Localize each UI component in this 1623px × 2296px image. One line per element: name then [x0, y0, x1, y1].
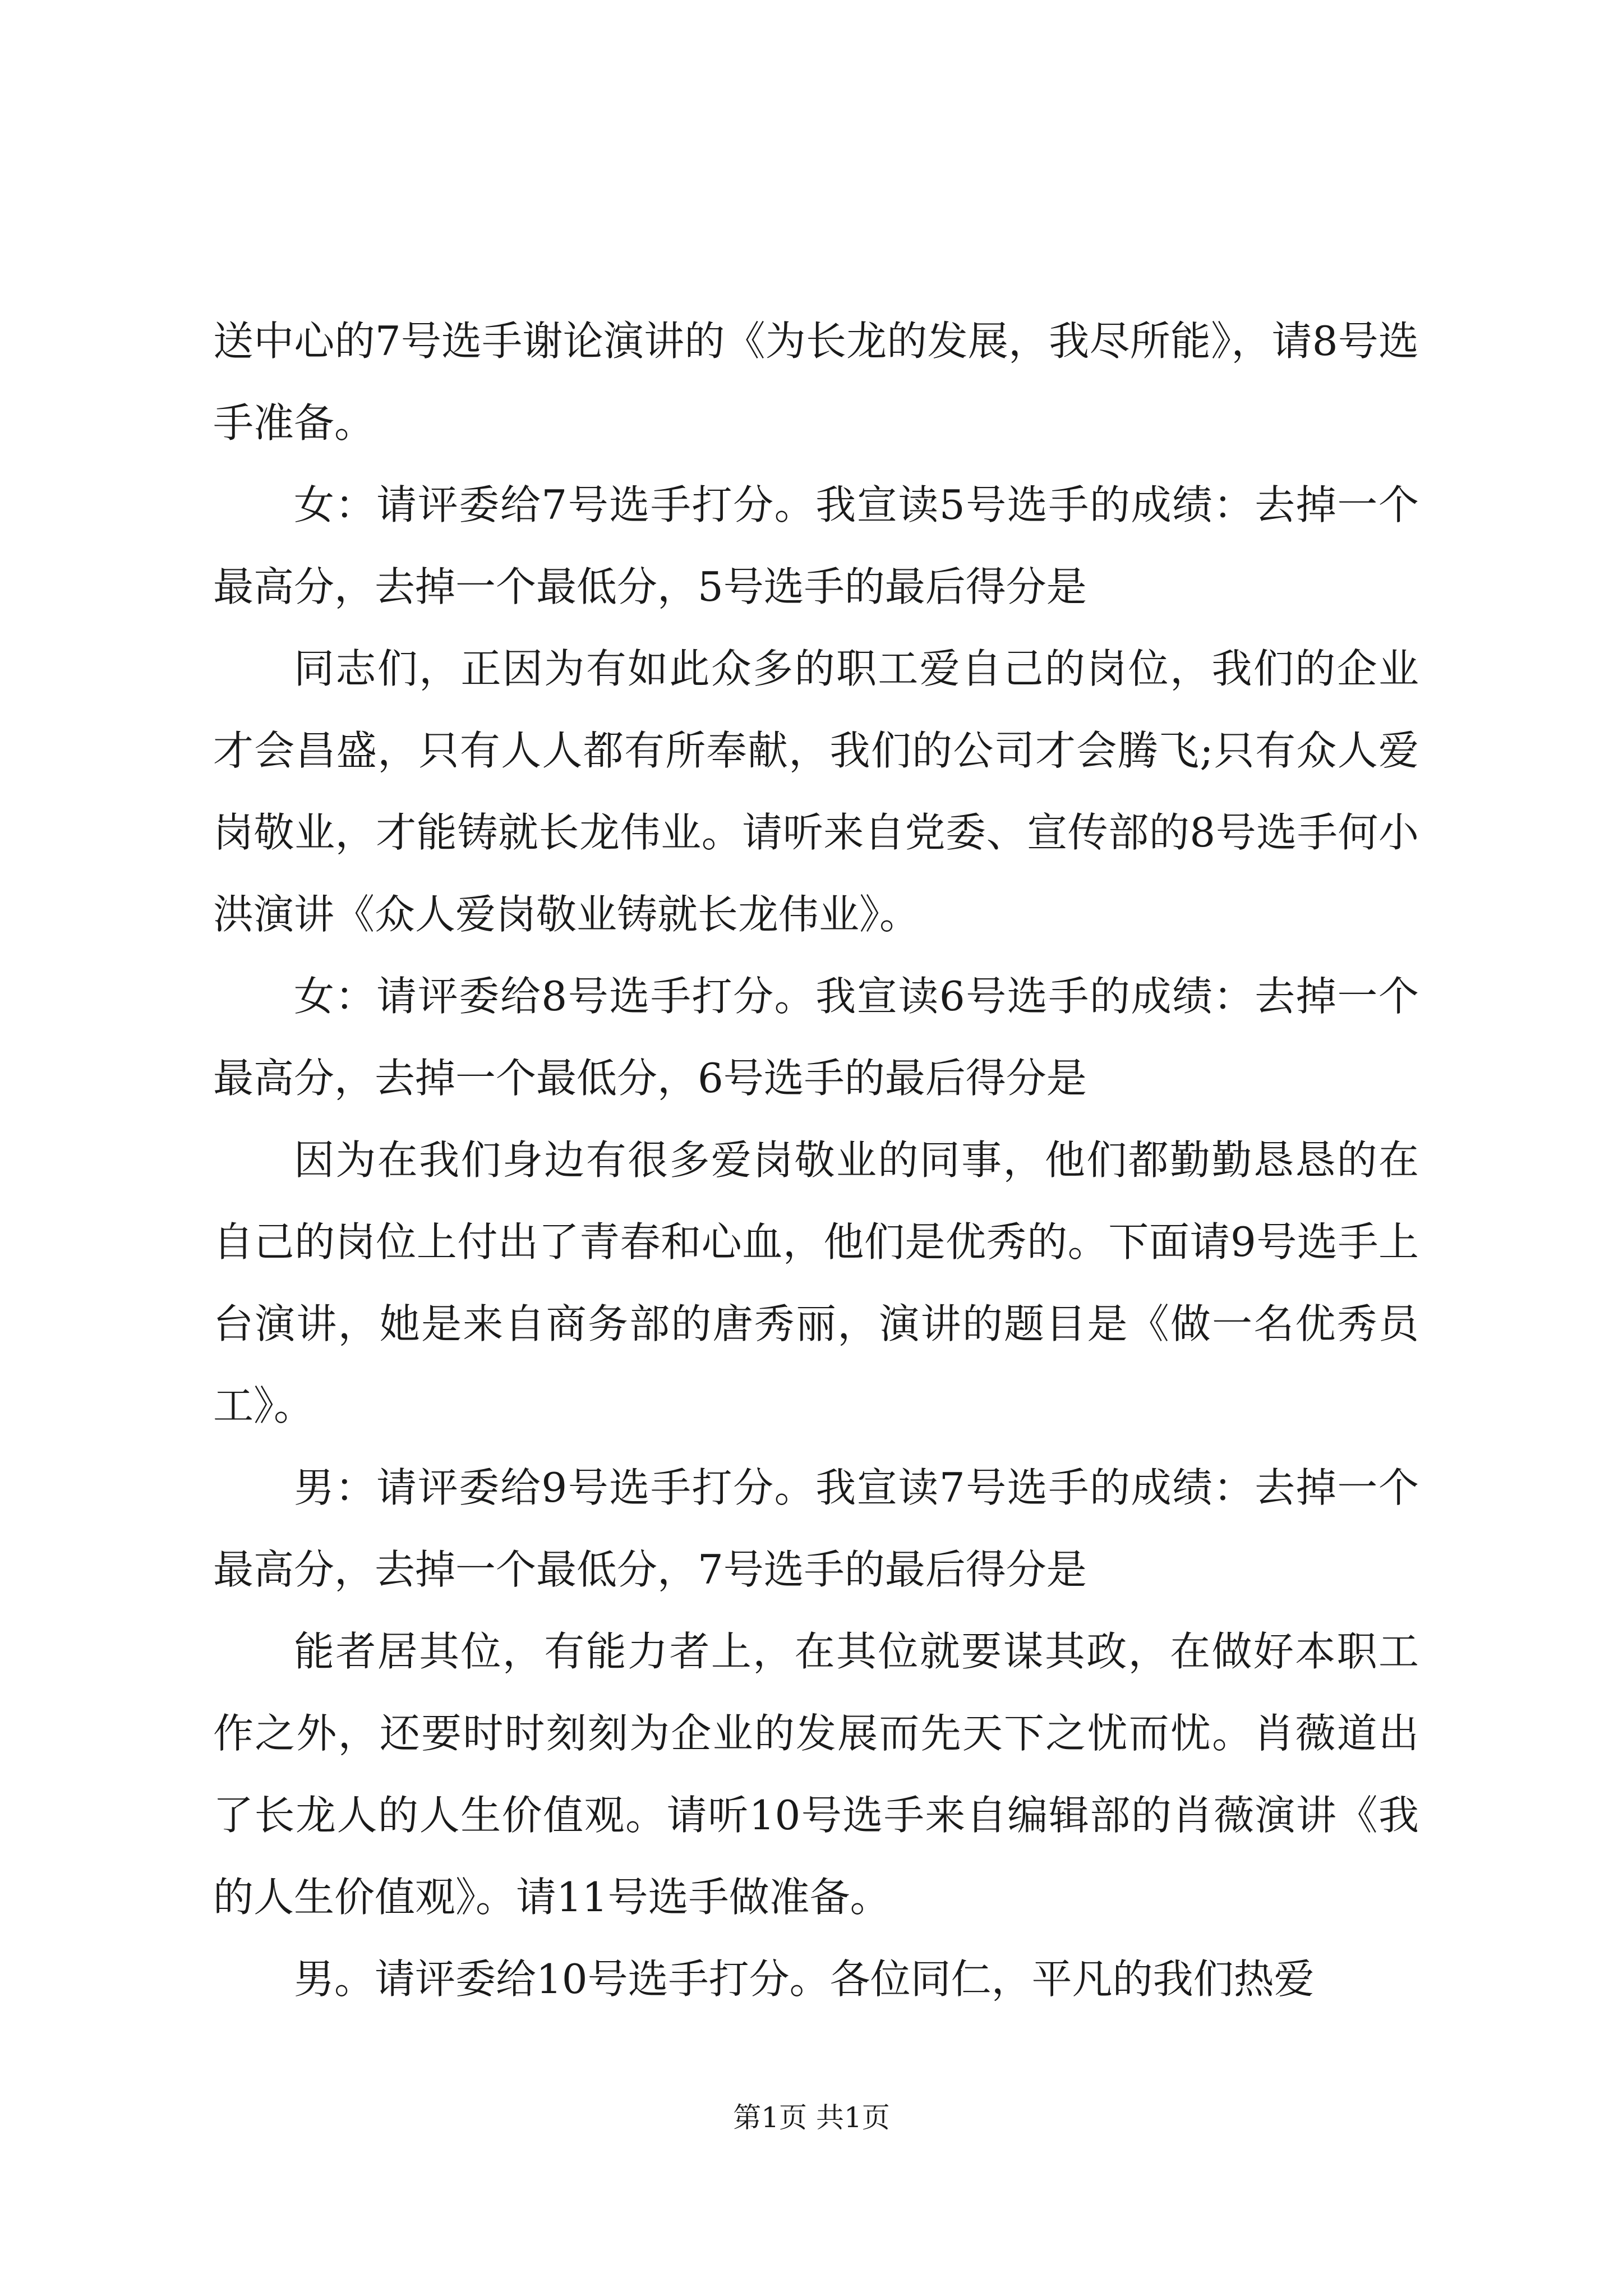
paragraph-1: 送中心的7号选手谢论演讲的《为长龙的发展，我尽所能》，请8号选手准备。 — [213, 318, 1419, 447]
paragraph-5: 因为在我们身边有很多爱岗敬业的同事，他们都勤勤恳恳的在自己的岗位上付出了青春和心血，他们是优秀的。下面请9号选手上台演讲，她是来自商务部的唐秀丽，演讲的题目是《做一名优秀员工》。 — [213, 1137, 1419, 1429]
page-number-label: 第1页 共1页 — [733, 2101, 890, 2134]
paragraph-2: 女：请评委给7号选手打分。我宣读5号选手的成绩：去掉一个最高分，去掉一个最低分，5号选手的最后得分是 — [213, 481, 1419, 610]
paragraph-8: 男。请评委给10号选手打分。各位同仁，平凡的我们热爱 — [294, 1955, 1315, 2003]
paragraph-4: 女：请评委给8号选手打分。我宣读6号选手的成绩：去掉一个最高分，去掉一个最低分，6号选手的最后得分是 — [213, 973, 1419, 1102]
page-footer — [0, 2098, 1623, 2137]
paragraph-7: 能者居其位，有能力者上，在其位就要谋其政，在做好本职工作之外，还要时时刻刻为企业的发展而先天下之忧而忧。肖薇道出了长龙人的人生价值观。请听10号选手来自编辑部的肖薇演讲《我的人生价值观》。请11号选手做准备。 — [213, 1628, 1419, 1921]
paragraph-3: 同志们，正因为有如此众多的职工爱自己的岗位，我们的企业才会昌盛，只有人人都有所奉献，我们的公司才会腾飞;只有众人爱岗敬业，才能铸就长龙伟业。请听来自党委、宣传部的8号选手何小洪演讲《众人爱岗敬业铸就长龙伟业》。 — [213, 645, 1419, 938]
document-body — [213, 300, 1419, 2020]
paragraph-6: 男：请评委给9号选手打分。我宣读7号选手的成绩：去掉一个最高分，去掉一个最低分，7号选手的最后得分是 — [213, 1464, 1419, 1593]
